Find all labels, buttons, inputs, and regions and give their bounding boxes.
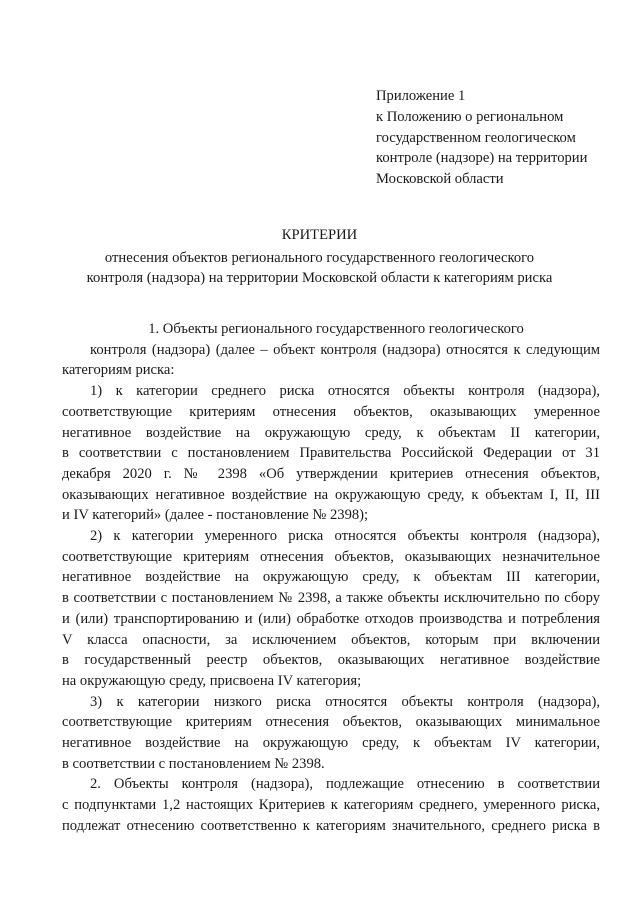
paragraph-1-line: контроля (надзора) (далее – объект контроля (надзора) относятся к следующим [90, 341, 600, 358]
item-1-line: и IV категорий» (далее - постановление № 2398); [62, 507, 369, 524]
item-1-line: оказывающих негативное воздействие на окружающую среду, к объектам I, II, III [62, 486, 600, 503]
appendix-line: Московской области [376, 171, 504, 188]
item-2-line: 2) к категории умеренного риска относятся объекты контроля (надзора), [90, 528, 600, 545]
item-2-line: на окружающую среду, присвоена IV категория; [62, 672, 362, 689]
item-3-line: соответствующие критериям отнесения объектов, оказывающих минимальное [62, 714, 600, 731]
item-2-line: V класса опасности, за исключением объектов, которым при включении [62, 631, 600, 648]
item-2-line: и (или) транспортированию и (или) обработке отходов производства и потребления [62, 610, 600, 627]
item-2-line: соответствующие критериям отнесения объектов, оказывающих незначительное [62, 548, 600, 565]
appendix-note [376, 86, 626, 190]
appendix-line: к Положению о региональном [376, 108, 564, 125]
appendix-line: государственном геологическом [376, 129, 576, 146]
item-1-line: негативное воздействие на окружающую среду, к объектам II категории, [62, 424, 600, 441]
item-3-line: негативное воздействие на окружающую среду, к объектам IV категории, [62, 735, 600, 752]
appendix-line: Приложение 1 [376, 88, 466, 104]
item-3-line: в соответствии с постановлением № 2398. [62, 755, 325, 772]
paragraph-1-line: категориям риска: [62, 362, 175, 379]
document-title [0, 225, 639, 288]
item-1-line: соответствующие критериям отнесения объектов, оказывающих умеренное [62, 403, 600, 420]
item-3-line: 3) к категории низкого риска относятся объекты контроля (надзора), [90, 693, 600, 710]
document-body [62, 319, 600, 837]
appendix-line: контроле (надзоре) на территории [376, 150, 588, 167]
paragraph-1-line: 1. Объекты регионального государственного геологического [148, 321, 524, 337]
title-subtitle-line: контроля (надзора) на территории Московской области к категориям риска [86, 270, 553, 286]
paragraph-2-line: 2. Объекты контроля (надзора), подлежащие отнесению в соответствии [90, 776, 600, 793]
paragraph-2-line: подлежат отнесению соответственно к категориям значительного, среднего риска в [62, 817, 600, 834]
item-1-line: в соответствии с постановлением Правительства Российской Федерации от 31 [62, 445, 600, 462]
item-2-line: в соответствии с постановлением № 2398, а также объекты исключительно по сбору [62, 590, 600, 607]
paragraph-2-line: с подпунктами 1,2 настоящих Критериев к категориям среднего, умеренного риска, [62, 797, 600, 814]
item-2-line: в государственный реестр объектов, оказывающих негативное воздействие [62, 652, 600, 669]
item-1-line: 1) к категории среднего риска относятся объекты контроля (надзора), [90, 383, 600, 400]
item-2-line: негативное воздействие на окружающую среду, к объектам III категории, [62, 569, 600, 586]
title-heading: КРИТЕРИИ [281, 227, 358, 243]
item-1-line: декабря 2020 г. № 2398 «Об утверждении критериев отнесения объектов, [62, 465, 600, 482]
title-subtitle-line: отнесения объектов регионального государственного геологического [104, 250, 535, 266]
